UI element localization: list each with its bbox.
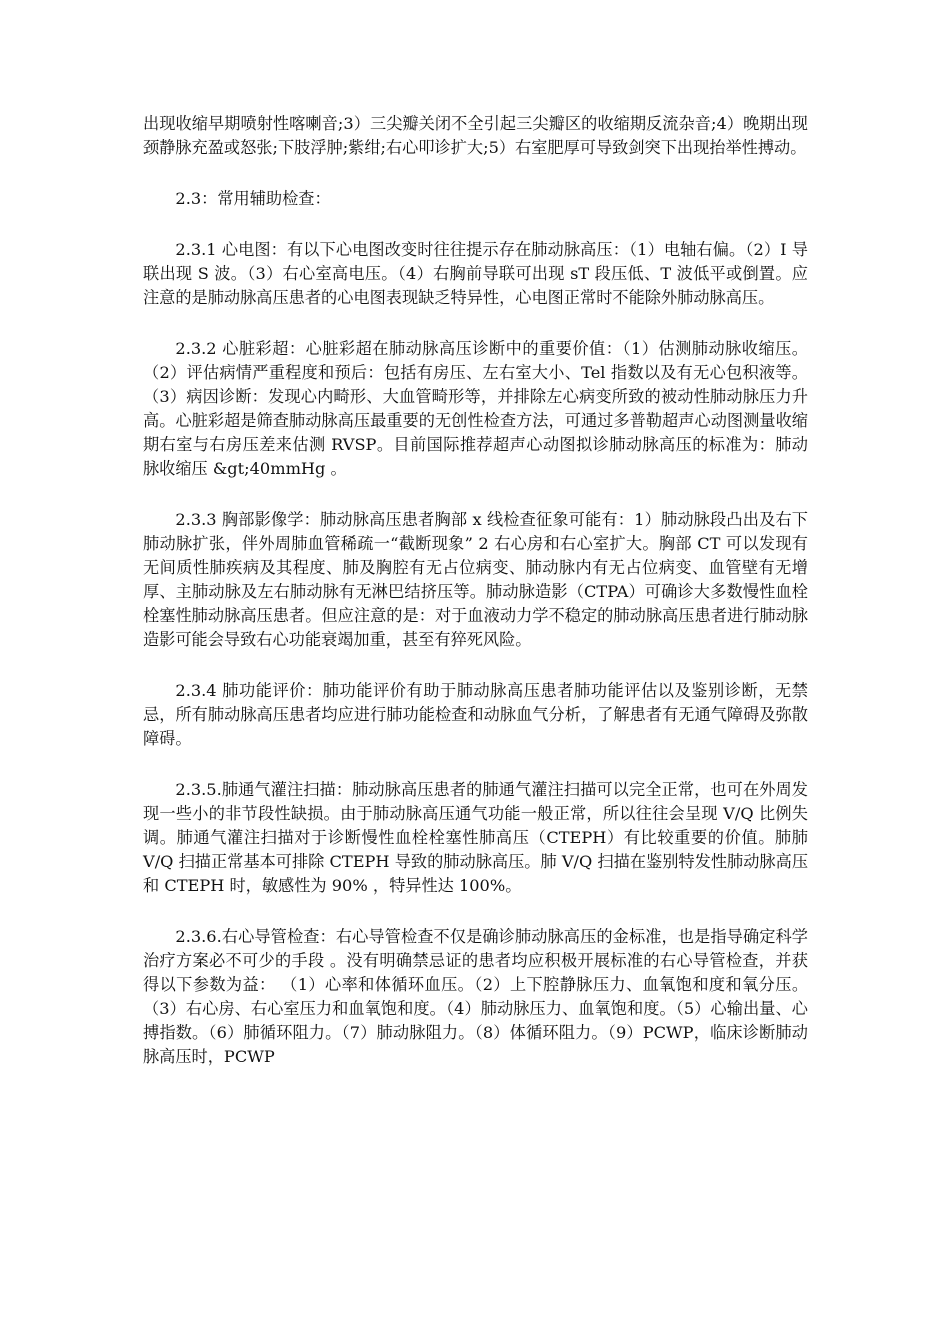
- paragraph-ecg: 2.3.1 心电图：有以下心电图改变时往往提示存在肺动脉高压：（1）电轴右偏。（2）I 导联出现 S 波。（3）右心室高电压。（4）右胸前导联可出现 sT 段压低、T 波低平或倒置。应注意的是肺动脉高压患者的心电图表现缺乏特异性，心电图正常时不能除外肺动脉高压。: [143, 240, 808, 307]
- paragraph-chest-imaging: 2.3.3 胸部影像学：肺动脉高压患者胸部 x 线检查征象可能有：1）肺动脉段凸出及右下肺动脉扩张，伴外周肺血管稀疏一“截断现象” 2 右心房和右心室扩大。胸部 CT 可以发现有无间质性肺疾病及其程度、肺及胸腔有无占位病变、肺动脉内有无占位病变、血管壁有无增厚、主肺动脉及左右肺动脉有无淋巴结挤压等。肺动脉造影（CTPA）可确诊大多数慢性血栓栓塞性肺动脉高压患者。但应注意的是：对于血液动力学不稳定的肺动脉高压患者进行肺动脉造影可能会导致右心功能衰竭加重，甚至有猝死风险。: [143, 510, 808, 649]
- paragraph-right-heart-catheter: 2.3.6.右心导管检查：右心导管检查不仅是确诊肺动脉高压的金标准，也是指导确定科学治疗方案必不可少的手段 。没有明确禁忌证的患者均应积极开展标准的右心导管检查，并获得以下参数为益： （1）心率和体循环血压。（2）上下腔静脉压力、血氧饱和度和氧分压。（3）右心房、右心室压力和血氧饱和度。（4）肺动脉压力、血氧饱和度。（5）心输出量、心搏指数。（6）肺循环阻力。（7）肺动脉阻力。（8）体循环阻力。（9）PCWP，临床诊断肺动脉高压时，PCWP: [143, 927, 808, 1066]
- paragraph-vq-scan: 2.3.5.肺通气灌注扫描：肺动脉高压患者的肺通气灌注扫描可以完全正常，也可在外周发现一些小的非节段性缺损。由于肺动脉高压通气功能一般正常，所以往往会呈现 V/Q 比例失调。肺通气灌注扫描对于诊断慢性血栓栓塞性肺高压（CTEPH）有比较重要的价值。肺肺 V/Q 扫描正常基本可排除 CTEPH 导致的肺动脉高压。肺 V/Q 扫描在鉴别特发性肺动脉高压和 CTEPH 时，敏感性为 90% ，特异性达 100%。: [143, 780, 808, 895]
- paragraph-echocardiography: 2.3.2 心脏彩超：心脏彩超在肺动脉高压诊断中的重要价值：（1）估测肺动脉收缩压。（2）评估病情严重程度和预后：包括有房压、左右室大小、Tel 指数以及有无心包积液等。（3）病因诊断：发现心内畸形、大血管畸形等，并排除左心病变所致的被动性肺动脉压力升高。心脏彩超是筛查肺动脉高压最重要的无创性检查方法，可通过多普勒超声心动图测量收缩期右室与右房压差来估测 RVSP。目前国际推荐超声心动图拟诊肺动脉高压的标准为：肺动脉收缩压 &gt;40mmHg 。: [143, 339, 808, 478]
- section-heading-2-3: 2.3：常用辅助检查：: [175, 189, 331, 208]
- paragraph-continuation: 出现收缩早期喷射性喀喇音;3）三尖瓣关闭不全引起三尖瓣区的收缩期反流杂音;4）晚期出现颈静脉充盈或怒张;下肢浮肿;紫绀;右心叩诊扩大;5）右室肥厚可导致剑突下出现抬举性搏动。: [143, 114, 808, 157]
- paragraph-lung-function: 2.3.4 肺功能评价：肺功能评价有助于肺动脉高压患者肺功能评估以及鉴别诊断，无禁忌，所有肺动脉高压患者均应进行肺功能检查和动脉血气分析，了解患者有无通气障碍及弥散障碍。: [143, 681, 808, 748]
- document-page: [143, 112, 808, 1096]
